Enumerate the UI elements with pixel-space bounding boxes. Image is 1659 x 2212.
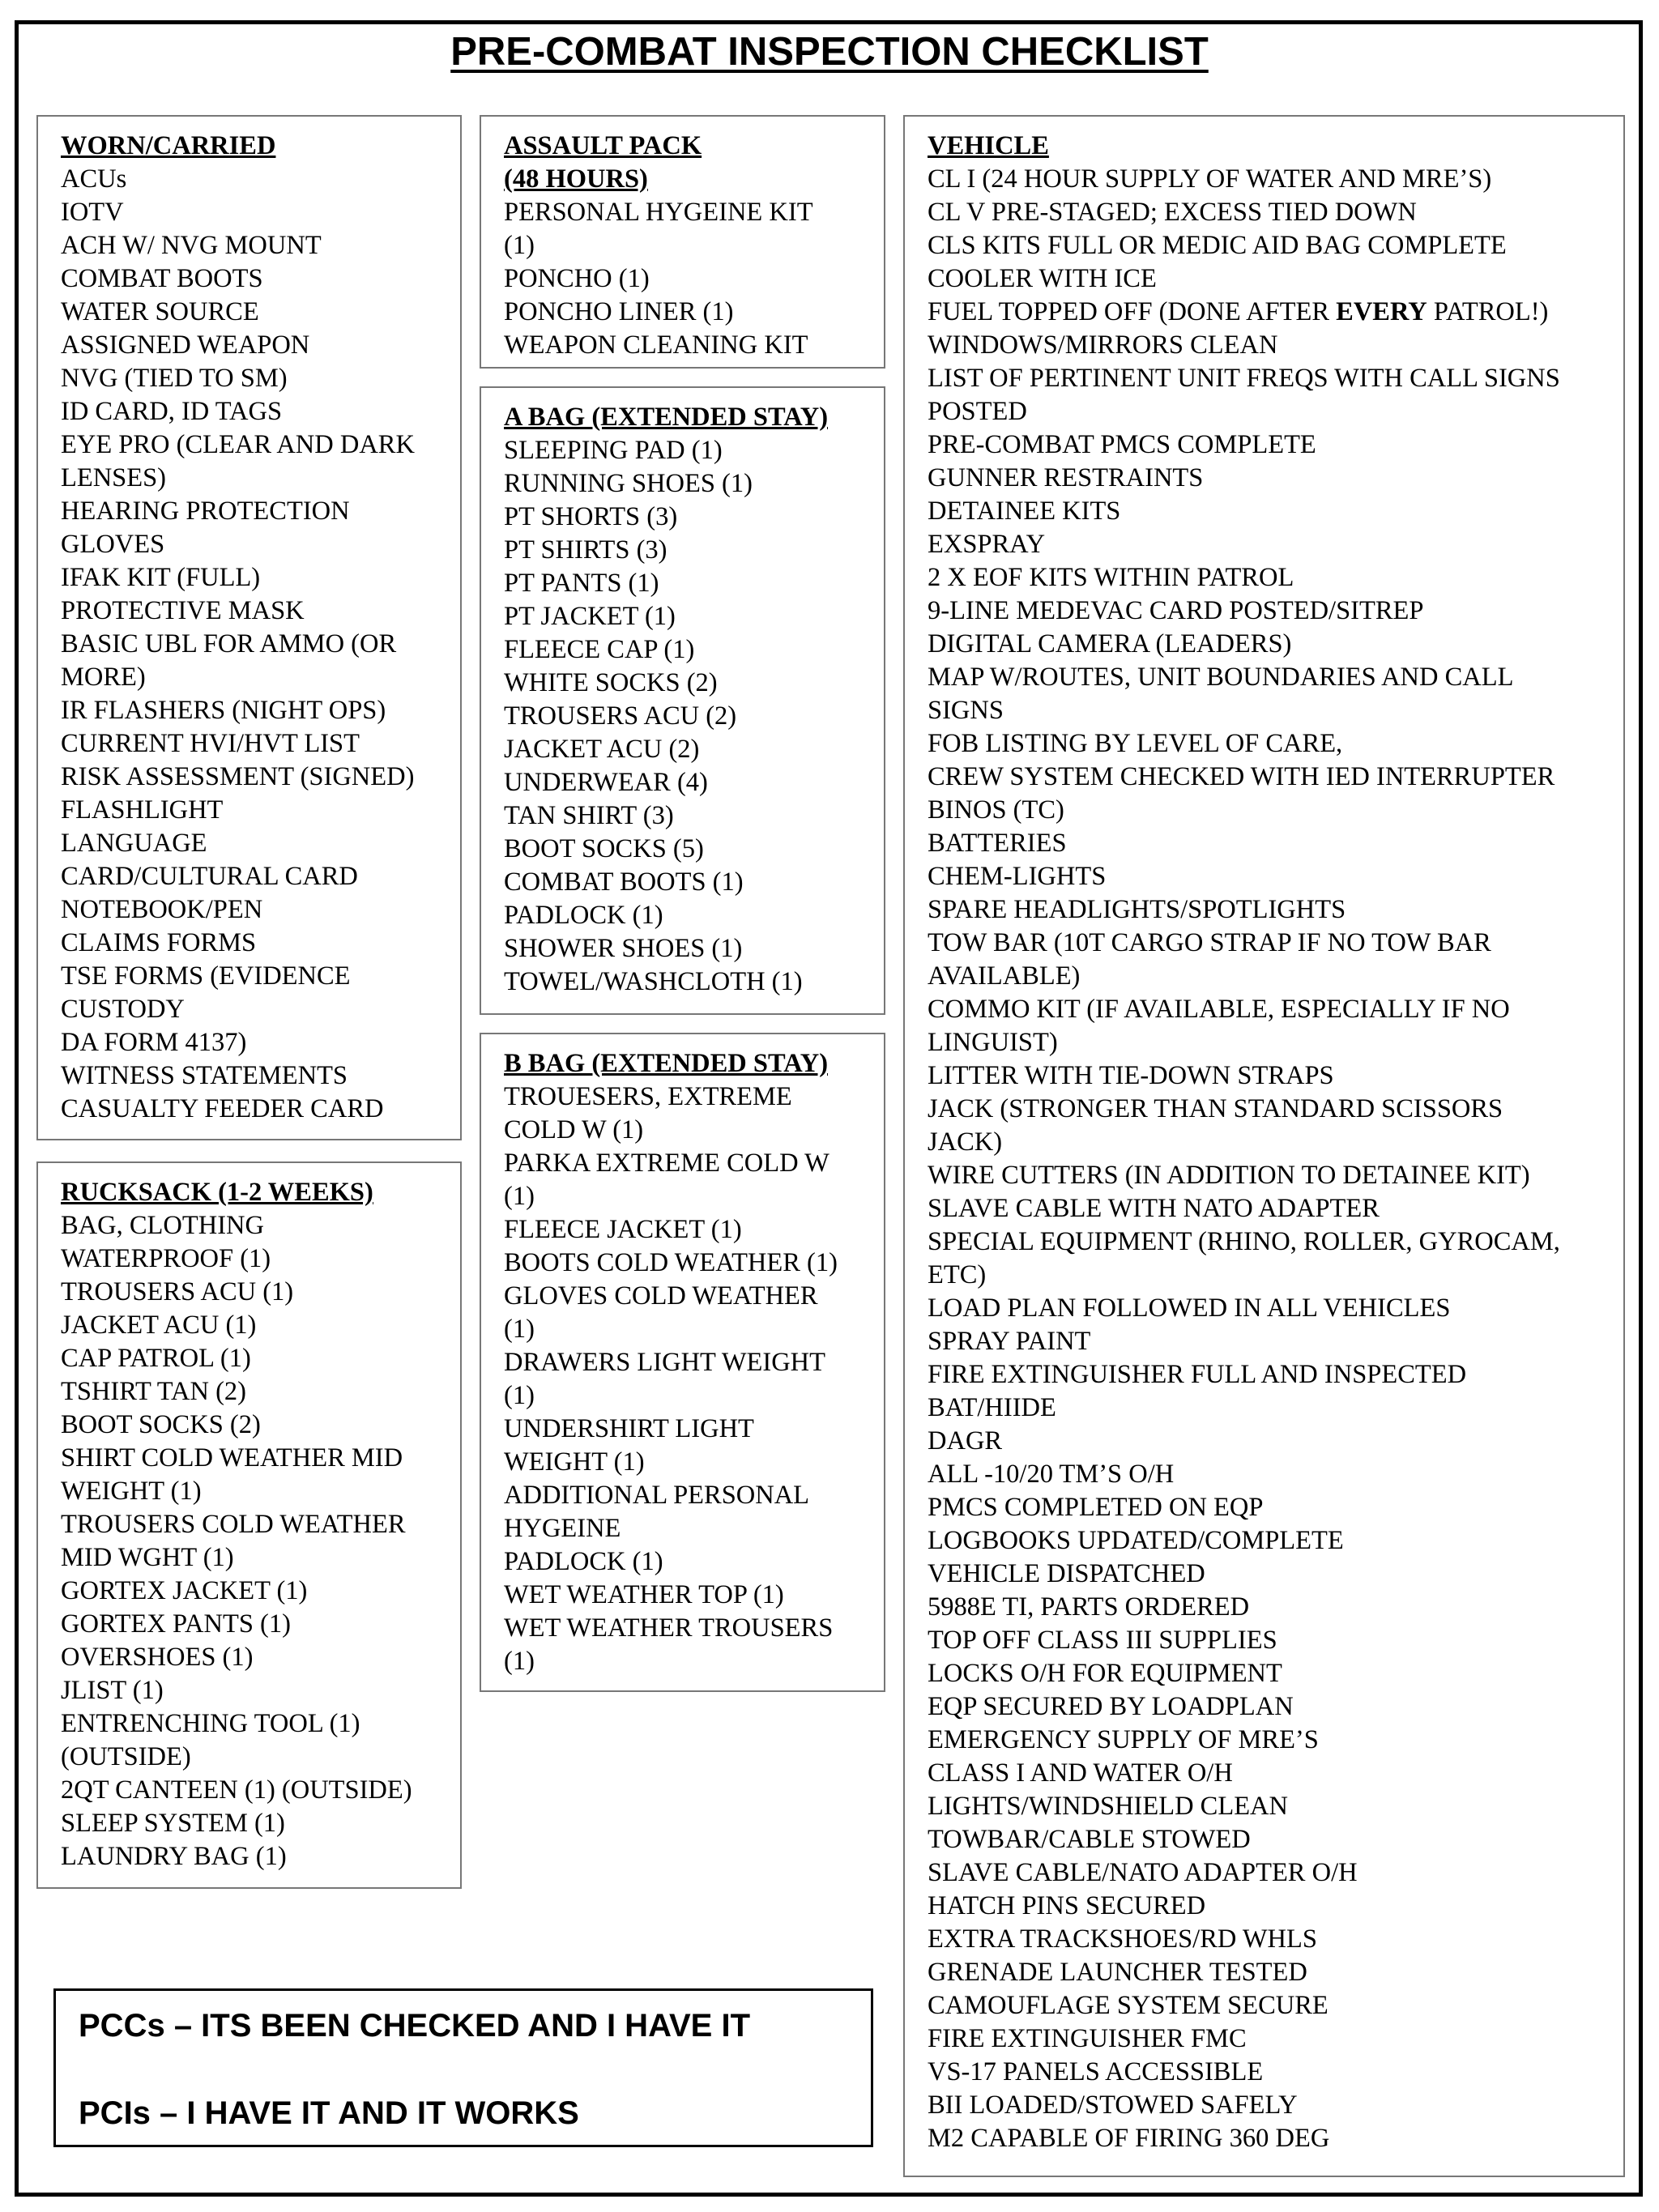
list-item: CLS KITS FULL OR MEDIC AID BAG COMPLETE	[928, 231, 1507, 260]
list-item: WHITE SOCKS (2)	[504, 668, 718, 697]
pci-definition: PCIs – I HAVE IT AND IT WORKS	[79, 2095, 579, 2131]
list-item: WEIGHT (1)	[61, 1477, 202, 1506]
list-item: WATER SOURCE	[61, 297, 259, 326]
list-item: JACKET ACU (1)	[61, 1311, 257, 1340]
list-item: BASIC UBL FOR AMMO (OR	[61, 629, 397, 658]
list-item: COOLER WITH ICE	[928, 264, 1157, 293]
list-item: BAG, CLOTHING	[61, 1211, 264, 1240]
list-item: EMERGENCY SUPPLY OF MRE’S	[928, 1725, 1319, 1754]
list-item: MAP W/ROUTES, UNIT BOUNDARIES AND CALL	[928, 663, 1514, 692]
list-item: CLASS I AND WATER O/H	[928, 1758, 1233, 1788]
list-item: TOWBAR/CABLE STOWED	[928, 1825, 1251, 1854]
list-item: LOGBOOKS UPDATED/COMPLETE	[928, 1526, 1344, 1555]
list-item-fuel: FUEL TOPPED OFF (DONE AFTER EVERY PATROL!)	[928, 297, 1549, 326]
list-item: ACUs	[61, 164, 127, 194]
checklist	[61, 163, 452, 1126]
list-item: PT SHIRTS (3)	[504, 535, 667, 565]
list-item: RISK ASSESSMENT (SIGNED)	[61, 762, 415, 791]
checklist	[928, 329, 1615, 2155]
list-item: ASSIGNED WEAPON	[61, 330, 310, 360]
list-item: FLEECE JACKET (1)	[504, 1215, 742, 1244]
list-item: FOB LISTING BY LEVEL OF CARE,	[928, 729, 1343, 758]
list-item: PT JACKET (1)	[504, 602, 676, 631]
list-item: EYE PRO (CLEAR AND DARK	[61, 430, 415, 459]
list-item: CURRENT HVI/HVT LIST	[61, 729, 360, 758]
list-item: SLEEP SYSTEM (1)	[61, 1809, 285, 1838]
list-item: WATERPROOF (1)	[61, 1244, 271, 1273]
list-item: WEIGHT (1)	[504, 1447, 645, 1477]
list-item: VS-17 PANELS ACCESSIBLE	[928, 2057, 1264, 2086]
list-item: DA FORM 4137)	[61, 1028, 247, 1057]
list-item: FLASHLIGHT	[61, 795, 224, 825]
list-item: 2 X EOF KITS WITHIN PATROL	[928, 563, 1294, 592]
list-item: TROUSERS COLD WEATHER	[61, 1510, 406, 1539]
list-item: SPARE HEADLIGHTS/SPOTLIGHTS	[928, 895, 1346, 924]
list-item: ID CARD, ID TAGS	[61, 397, 283, 426]
list-item: GLOVES COLD WEATHER	[504, 1281, 818, 1311]
list-item: TROUSERS ACU (2)	[504, 701, 737, 731]
list-item: HEARING PROTECTION	[61, 497, 350, 526]
list-item: PONCHO LINER (1)	[504, 297, 734, 326]
list-item: PADLOCK (1)	[504, 901, 663, 930]
list-item: COMBAT BOOTS	[61, 264, 263, 293]
list-item: CREW SYSTEM CHECKED WITH IED INTERRUPTER	[928, 762, 1555, 791]
list-item: IR FLASHERS (NIGHT OPS)	[61, 696, 386, 725]
list-item: PRE-COMBAT PMCS COMPLETE	[928, 430, 1316, 459]
list-item: PROTECTIVE MASK	[61, 596, 305, 625]
list-item: GUNNER RESTRAINTS	[928, 463, 1204, 492]
list-item: FIRE EXTINGUISHER FMC	[928, 2024, 1247, 2053]
list-item: CASUALTY FEEDER CARD	[61, 1094, 384, 1123]
list-item: DRAWERS LIGHT WEIGHT	[504, 1348, 825, 1377]
definitions-box	[53, 1988, 873, 2147]
list-item: BATTERIES	[928, 829, 1067, 858]
list-item: UNDERSHIRT LIGHT	[504, 1414, 754, 1443]
list-item: ACH W/ NVG MOUNT	[61, 231, 322, 260]
list-item: DIGITAL CAMERA (LEADERS)	[928, 629, 1292, 658]
list-item: CLAIMS FORMS	[61, 928, 257, 957]
list-item: BOOTS COLD WEATHER (1)	[504, 1248, 838, 1277]
list-item: SPECIAL EQUIPMENT (RHINO, ROLLER, GYROCAM,	[928, 1227, 1560, 1256]
list-item: NOTEBOOK/PEN	[61, 895, 263, 924]
list-item: GLOVES	[61, 530, 165, 559]
list-item: LINGUIST)	[928, 1028, 1058, 1057]
list-item: TROUSERS ACU (1)	[61, 1277, 294, 1306]
list-item: 5988E TI, PARTS ORDERED	[928, 1592, 1250, 1622]
list-item: TOP OFF CLASS III SUPPLIES	[928, 1626, 1277, 1655]
list-item: LIGHTS/WINDSHIELD CLEAN	[928, 1792, 1289, 1821]
list-item: WET WEATHER TOP (1)	[504, 1580, 784, 1609]
list-item: JACK)	[928, 1127, 1003, 1157]
list-item: LOAD PLAN FOLLOWED IN ALL VEHICLES	[928, 1294, 1451, 1323]
list-item: PMCS COMPLETED ON EQP	[928, 1493, 1264, 1522]
section-header: RUCKSACK (1-2 WEEKS)	[61, 1178, 373, 1207]
list-item: HATCH PINS SECURED	[928, 1891, 1206, 1920]
list-item: IOTV	[61, 198, 124, 227]
list-item: LAUNDRY BAG (1)	[61, 1842, 287, 1871]
list-item: ENTRENCHING TOOL (1)	[61, 1709, 360, 1738]
list-item: WITNESS STATEMENTS	[61, 1061, 348, 1090]
list-item: NVG (TIED TO SM)	[61, 364, 288, 393]
list-item: CARD/CULTURAL CARD	[61, 862, 358, 891]
list-item: TSE FORMS (EVIDENCE	[61, 961, 351, 991]
rucksack-section	[36, 1161, 462, 1889]
list-item: DAGR	[928, 1426, 1003, 1455]
list-item: (1)	[504, 231, 535, 260]
list-item: DETAINEE KITS	[928, 497, 1121, 526]
list-item: RUNNING SHOES (1)	[504, 469, 753, 498]
list-item: SHOWER SHOES (1)	[504, 934, 743, 963]
list-item: PERSONAL HYGEINE KIT	[504, 198, 813, 227]
list-item: GORTEX JACKET (1)	[61, 1576, 308, 1605]
list-item: WINDOWS/MIRRORS CLEAN	[928, 330, 1278, 360]
list-item: CUSTODY	[61, 995, 185, 1024]
list-item: FIRE EXTINGUISHER FULL AND INSPECTED	[928, 1360, 1467, 1389]
list-item: (1)	[504, 1381, 535, 1410]
list-item: COMBAT BOOTS (1)	[504, 867, 744, 897]
list-item: CL V PRE-STAGED; EXCESS TIED DOWN	[928, 198, 1417, 227]
list-item: CL I (24 HOUR SUPPLY OF WATER AND MRE’S)	[928, 164, 1492, 194]
list-item: ETC)	[928, 1260, 987, 1289]
list-item: OVERSHOES (1)	[61, 1643, 254, 1672]
list-item: PT PANTS (1)	[504, 569, 659, 598]
list-item: SPRAY PAINT	[928, 1327, 1091, 1356]
section-header: WORN/CARRIED	[61, 131, 276, 160]
list-item: POSTED	[928, 397, 1027, 426]
list-item: AVAILABLE)	[928, 961, 1081, 991]
list-item: ALL -10/20 TM’S O/H	[928, 1460, 1175, 1489]
emphasis: EVERY	[1336, 297, 1427, 326]
list-item: JLIST (1)	[61, 1676, 164, 1705]
list-item: PADLOCK (1)	[504, 1547, 663, 1576]
list-item: MID WGHT (1)	[61, 1543, 234, 1572]
list-item: IFAK KIT (FULL)	[61, 563, 261, 592]
list-item: PT SHORTS (3)	[504, 502, 678, 531]
list-item: (1)	[504, 1182, 535, 1211]
list-item: VEHICLE DISPATCHED	[928, 1559, 1205, 1588]
list-item: UNDERWEAR (4)	[504, 768, 708, 797]
list-item: BII LOADED/STOWED SAFELY	[928, 2091, 1298, 2120]
list-item: BINOS (TC)	[928, 795, 1064, 825]
list-item: EQP SECURED BY LOADPLAN	[928, 1692, 1294, 1721]
list-item: BAT/HIIDE	[928, 1393, 1056, 1422]
list-item: BOOT SOCKS (2)	[61, 1410, 261, 1439]
list-item: TOW BAR (10T CARGO STRAP IF NO TOW BAR	[928, 928, 1491, 957]
list-item: TAN SHIRT (3)	[504, 801, 674, 830]
list-item: (1)	[504, 1647, 535, 1676]
list-item: FLEECE CAP (1)	[504, 635, 695, 664]
list-item: M2 CAPABLE OF FIRING 360 DEG	[928, 2124, 1330, 2153]
section-subheader: (48 HOURS)	[504, 164, 648, 194]
section-header: B BAG (EXTENDED STAY)	[504, 1049, 829, 1078]
section-header: VEHICLE	[928, 131, 1049, 160]
list-item: HYGEINE	[504, 1514, 621, 1543]
list-item: WET WEATHER TROUSERS	[504, 1613, 834, 1643]
a-bag-section	[480, 386, 885, 1015]
list-item: CAP PATROL (1)	[61, 1344, 251, 1373]
list-item: CHEM-LIGHTS	[928, 862, 1107, 891]
list-item: (OUTSIDE)	[61, 1742, 191, 1771]
list-item: GRENADE LAUNCHER TESTED	[928, 1958, 1307, 1987]
list-item: EXSPRAY	[928, 530, 1046, 559]
pcc-definition: PCCs – ITS BEEN CHECKED AND I HAVE IT	[79, 2008, 751, 2044]
list-item: JACK (STRONGER THAN STANDARD SCISSORS	[928, 1094, 1503, 1123]
list-item: WEAPON CLEANING KIT	[504, 330, 808, 360]
list-item: SLEEPING PAD (1)	[504, 436, 723, 465]
list-item: 9-LINE MEDEVAC CARD POSTED/SITREP	[928, 596, 1424, 625]
list-item: EXTRA TRACKSHOES/RD WHLS	[928, 1924, 1317, 1954]
list-item: TROUESERS, EXTREME	[504, 1082, 792, 1111]
list-item: LIST OF PERTINENT UNIT FREQS WITH CALL SIGNS	[928, 364, 1560, 393]
worn-carried-section	[36, 115, 462, 1140]
list-item: ADDITIONAL PERSONAL	[504, 1481, 810, 1510]
vehicle-section	[903, 115, 1625, 2177]
list-item: LANGUAGE	[61, 829, 207, 858]
list-item: TSHIRT TAN (2)	[61, 1377, 246, 1406]
list-item: LENSES)	[61, 463, 166, 492]
list-item: PARKA EXTREME COLD W	[504, 1149, 830, 1178]
list-item: BOOT SOCKS (5)	[504, 834, 704, 863]
list-item: SHIRT COLD WEATHER MID	[61, 1443, 403, 1473]
b-bag-section	[480, 1033, 885, 1692]
checklist	[504, 434, 876, 999]
list-item: PONCHO (1)	[504, 264, 650, 293]
list-item: 2QT CANTEEN (1) (OUTSIDE)	[61, 1775, 412, 1805]
list-item: GORTEX PANTS (1)	[61, 1609, 291, 1639]
list-item: SIGNS	[928, 696, 1004, 725]
checklist	[61, 1209, 452, 1873]
list-item: MORE)	[61, 663, 146, 692]
list-item: LITTER WITH TIE-DOWN STRAPS	[928, 1061, 1334, 1090]
section-header: A BAG (EXTENDED STAY)	[504, 403, 829, 432]
list-item: CAMOUFLAGE SYSTEM SECURE	[928, 1991, 1328, 2020]
list-item: JACKET ACU (2)	[504, 735, 700, 764]
list-item: LOCKS O/H FOR EQUIPMENT	[928, 1659, 1282, 1688]
checklist	[928, 163, 1615, 296]
checklist	[504, 1080, 876, 1678]
list-item: SLAVE CABLE/NATO ADAPTER O/H	[928, 1858, 1358, 1887]
list-item: SLAVE CABLE WITH NATO ADAPTER	[928, 1194, 1380, 1223]
list-item: COMMO KIT (IF AVAILABLE, ESPECIALLY IF NO	[928, 995, 1510, 1024]
checklist	[504, 196, 876, 362]
page-title: PRE-COMBAT INSPECTION CHECKLIST	[450, 30, 1209, 74]
list-item: TOWEL/WASHCLOTH (1)	[504, 967, 803, 996]
section-header: ASSAULT PACK	[504, 131, 702, 160]
list-item: WIRE CUTTERS (IN ADDITION TO DETAINEE KIT)	[928, 1161, 1530, 1190]
list-item: COLD W (1)	[504, 1115, 644, 1144]
list-item: (1)	[504, 1315, 535, 1344]
assault-pack-section	[480, 115, 885, 369]
